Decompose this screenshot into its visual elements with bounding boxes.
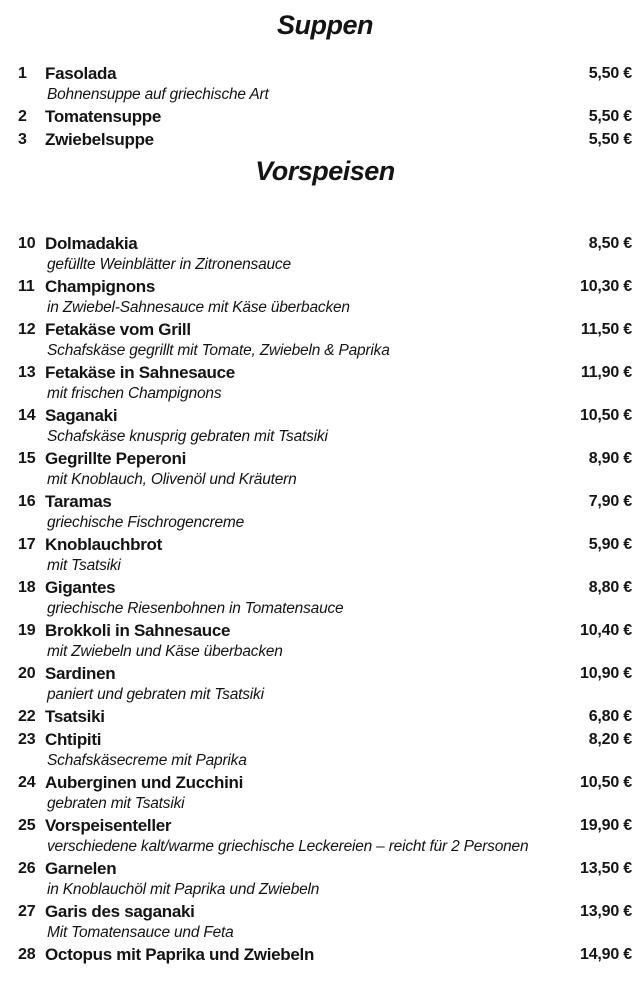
menu-section-suppen bbox=[18, 62, 632, 151]
item-price: 8,80 € bbox=[588, 579, 632, 596]
item-price: 6,80 € bbox=[588, 708, 632, 725]
item-description: griechische Fischrogencreme bbox=[47, 514, 245, 531]
item-price: 8,90 € bbox=[588, 450, 632, 467]
item-price: 10,30 € bbox=[580, 278, 632, 295]
item-price: 19,90 € bbox=[580, 817, 632, 834]
item-name: Fasolada bbox=[45, 64, 117, 83]
item-price: 10,40 € bbox=[580, 622, 632, 639]
item-name: Auberginen und Zucchini bbox=[45, 773, 244, 792]
menu-item-row bbox=[18, 728, 632, 771]
item-price: 11,90 € bbox=[580, 364, 632, 381]
item-name: Octopus mit Paprika und Zwiebeln bbox=[45, 945, 315, 964]
section-title-vorspeisen: Vorspeisen bbox=[255, 156, 395, 186]
item-number: 15 bbox=[18, 450, 36, 467]
menu-item-row bbox=[18, 857, 632, 900]
item-name: Gegrillte Peperoni bbox=[45, 449, 187, 468]
section-title-suppen: Suppen bbox=[277, 10, 373, 40]
menu-item-row bbox=[18, 318, 632, 361]
item-description: Bohnensuppe auf griechische Art bbox=[47, 86, 269, 103]
item-number: 3 bbox=[18, 131, 27, 148]
item-body bbox=[45, 62, 583, 105]
menu-item-row bbox=[18, 619, 632, 662]
item-body bbox=[45, 232, 583, 275]
item-number: 14 bbox=[18, 407, 36, 424]
menu-item-row bbox=[18, 232, 632, 275]
item-price: 5,90 € bbox=[588, 536, 632, 553]
item-name: Fetakäse in Sahnesauce bbox=[45, 363, 235, 382]
menu-section-vorspeisen bbox=[18, 232, 632, 966]
menu-item-row bbox=[18, 814, 632, 857]
item-price: 5,50 € bbox=[588, 108, 632, 125]
item-number: 1 bbox=[18, 65, 27, 82]
item-number: 13 bbox=[18, 364, 36, 381]
menu-item-row bbox=[18, 490, 632, 533]
item-description: mit Zwiebeln und Käse überbacken bbox=[47, 643, 283, 660]
item-name: Chtipiti bbox=[45, 730, 102, 749]
menu-item-row bbox=[18, 361, 632, 404]
item-body bbox=[45, 105, 583, 128]
item-number: 11 bbox=[18, 278, 35, 295]
item-name: Taramas bbox=[45, 492, 112, 511]
item-name: Saganaki bbox=[45, 406, 118, 425]
menu-item-row bbox=[18, 275, 632, 318]
item-body bbox=[45, 900, 574, 943]
item-name: Vorspeisenteller bbox=[45, 816, 172, 835]
item-price: 8,20 € bbox=[588, 731, 632, 748]
item-price: 8,50 € bbox=[588, 235, 632, 252]
item-name: Champignons bbox=[45, 277, 156, 296]
item-name: Knoblauchbrot bbox=[45, 535, 162, 554]
item-description: mit Tsatsiki bbox=[47, 557, 121, 574]
item-price: 14,90 € bbox=[580, 946, 632, 963]
item-description: mit frischen Champignons bbox=[47, 385, 222, 402]
item-number: 23 bbox=[18, 731, 36, 748]
item-description: in Knoblauchöl mit Paprika und Zwiebeln bbox=[47, 881, 320, 898]
item-body bbox=[45, 576, 583, 619]
item-body bbox=[45, 814, 574, 857]
item-number: 28 bbox=[18, 946, 36, 963]
item-number: 19 bbox=[18, 622, 36, 639]
item-description: Mit Tomatensauce und Feta bbox=[47, 924, 234, 941]
item-body bbox=[45, 619, 574, 662]
item-description: paniert und gebraten mit Tsatsiki bbox=[47, 686, 264, 703]
item-body bbox=[45, 490, 583, 533]
menu-item-row bbox=[18, 533, 632, 576]
item-number: 26 bbox=[18, 860, 36, 877]
item-number: 20 bbox=[18, 665, 36, 682]
item-body bbox=[45, 447, 583, 490]
menu-item-row bbox=[18, 705, 632, 728]
item-name: Tsatsiki bbox=[45, 707, 105, 726]
item-price: 5,50 € bbox=[588, 65, 632, 82]
menu-item-row bbox=[18, 128, 632, 151]
menu-item-row bbox=[18, 62, 632, 105]
item-name: Dolmadakia bbox=[45, 234, 138, 253]
menu-item-row bbox=[18, 943, 632, 966]
item-name: Brokkoli in Sahnesauce bbox=[45, 621, 231, 640]
menu-item-row bbox=[18, 404, 632, 447]
item-number: 27 bbox=[18, 903, 36, 920]
item-description: Schafskäse knusprig gebraten mit Tsatsiki bbox=[47, 428, 328, 445]
item-description: gefüllte Weinblätter in Zitronensauce bbox=[47, 256, 291, 273]
item-name: Zwiebelsuppe bbox=[45, 130, 154, 149]
item-body bbox=[45, 728, 583, 771]
item-body bbox=[45, 705, 583, 728]
item-name: Fetakäse vom Grill bbox=[45, 320, 191, 339]
item-description: verschiedene kalt/warme griechische Leckereien – reicht für 2 Personen bbox=[47, 838, 529, 855]
item-body bbox=[45, 662, 574, 705]
item-description: in Zwiebel-Sahnesauce mit Käse überbacken bbox=[47, 299, 350, 316]
menu-item-row bbox=[18, 771, 632, 814]
item-name: Garnelen bbox=[45, 859, 117, 878]
menu-item-row bbox=[18, 447, 632, 490]
item-number: 22 bbox=[18, 708, 36, 725]
item-number: 24 bbox=[18, 774, 36, 791]
item-body bbox=[45, 128, 583, 151]
item-number: 12 bbox=[18, 321, 36, 338]
item-price: 10,90 € bbox=[580, 665, 632, 682]
item-description: Schafskäse gegrillt mit Tomate, Zwiebeln & Paprika bbox=[47, 342, 390, 359]
item-body bbox=[45, 533, 583, 576]
item-number: 18 bbox=[18, 579, 36, 596]
item-body bbox=[45, 361, 575, 404]
item-name: Garis des saganaki bbox=[45, 902, 195, 921]
item-name: Sardinen bbox=[45, 664, 116, 683]
item-number: 25 bbox=[18, 817, 36, 834]
item-description: mit Knoblauch, Olivenöl und Kräutern bbox=[47, 471, 297, 488]
item-body bbox=[45, 404, 574, 447]
item-body bbox=[45, 771, 574, 814]
item-number: 17 bbox=[18, 536, 36, 553]
item-body bbox=[45, 857, 574, 900]
item-body bbox=[45, 318, 575, 361]
item-price: 7,90 € bbox=[588, 493, 632, 510]
item-name: Tomatensuppe bbox=[45, 107, 162, 126]
item-description: Schafskäsecreme mit Paprika bbox=[47, 752, 247, 769]
item-price: 13,50 € bbox=[580, 860, 632, 877]
item-price: 5,50 € bbox=[588, 131, 632, 148]
item-price: 13,90 € bbox=[580, 903, 632, 920]
item-description: gebraten mit Tsatsiki bbox=[47, 795, 185, 812]
menu-item-row bbox=[18, 662, 632, 705]
item-body bbox=[45, 943, 574, 966]
menu-item-row bbox=[18, 900, 632, 943]
item-number: 16 bbox=[18, 493, 36, 510]
item-price: 10,50 € bbox=[580, 407, 632, 424]
menu-item-row bbox=[18, 105, 632, 128]
item-body bbox=[45, 275, 574, 318]
item-name: Gigantes bbox=[45, 578, 116, 597]
item-price: 11,50 € bbox=[580, 321, 632, 338]
menu-item-row bbox=[18, 576, 632, 619]
item-number: 10 bbox=[18, 235, 36, 252]
item-price: 10,50 € bbox=[580, 774, 632, 791]
item-description: griechische Riesenbohnen in Tomatensauce bbox=[47, 600, 344, 617]
item-number: 2 bbox=[18, 108, 27, 125]
